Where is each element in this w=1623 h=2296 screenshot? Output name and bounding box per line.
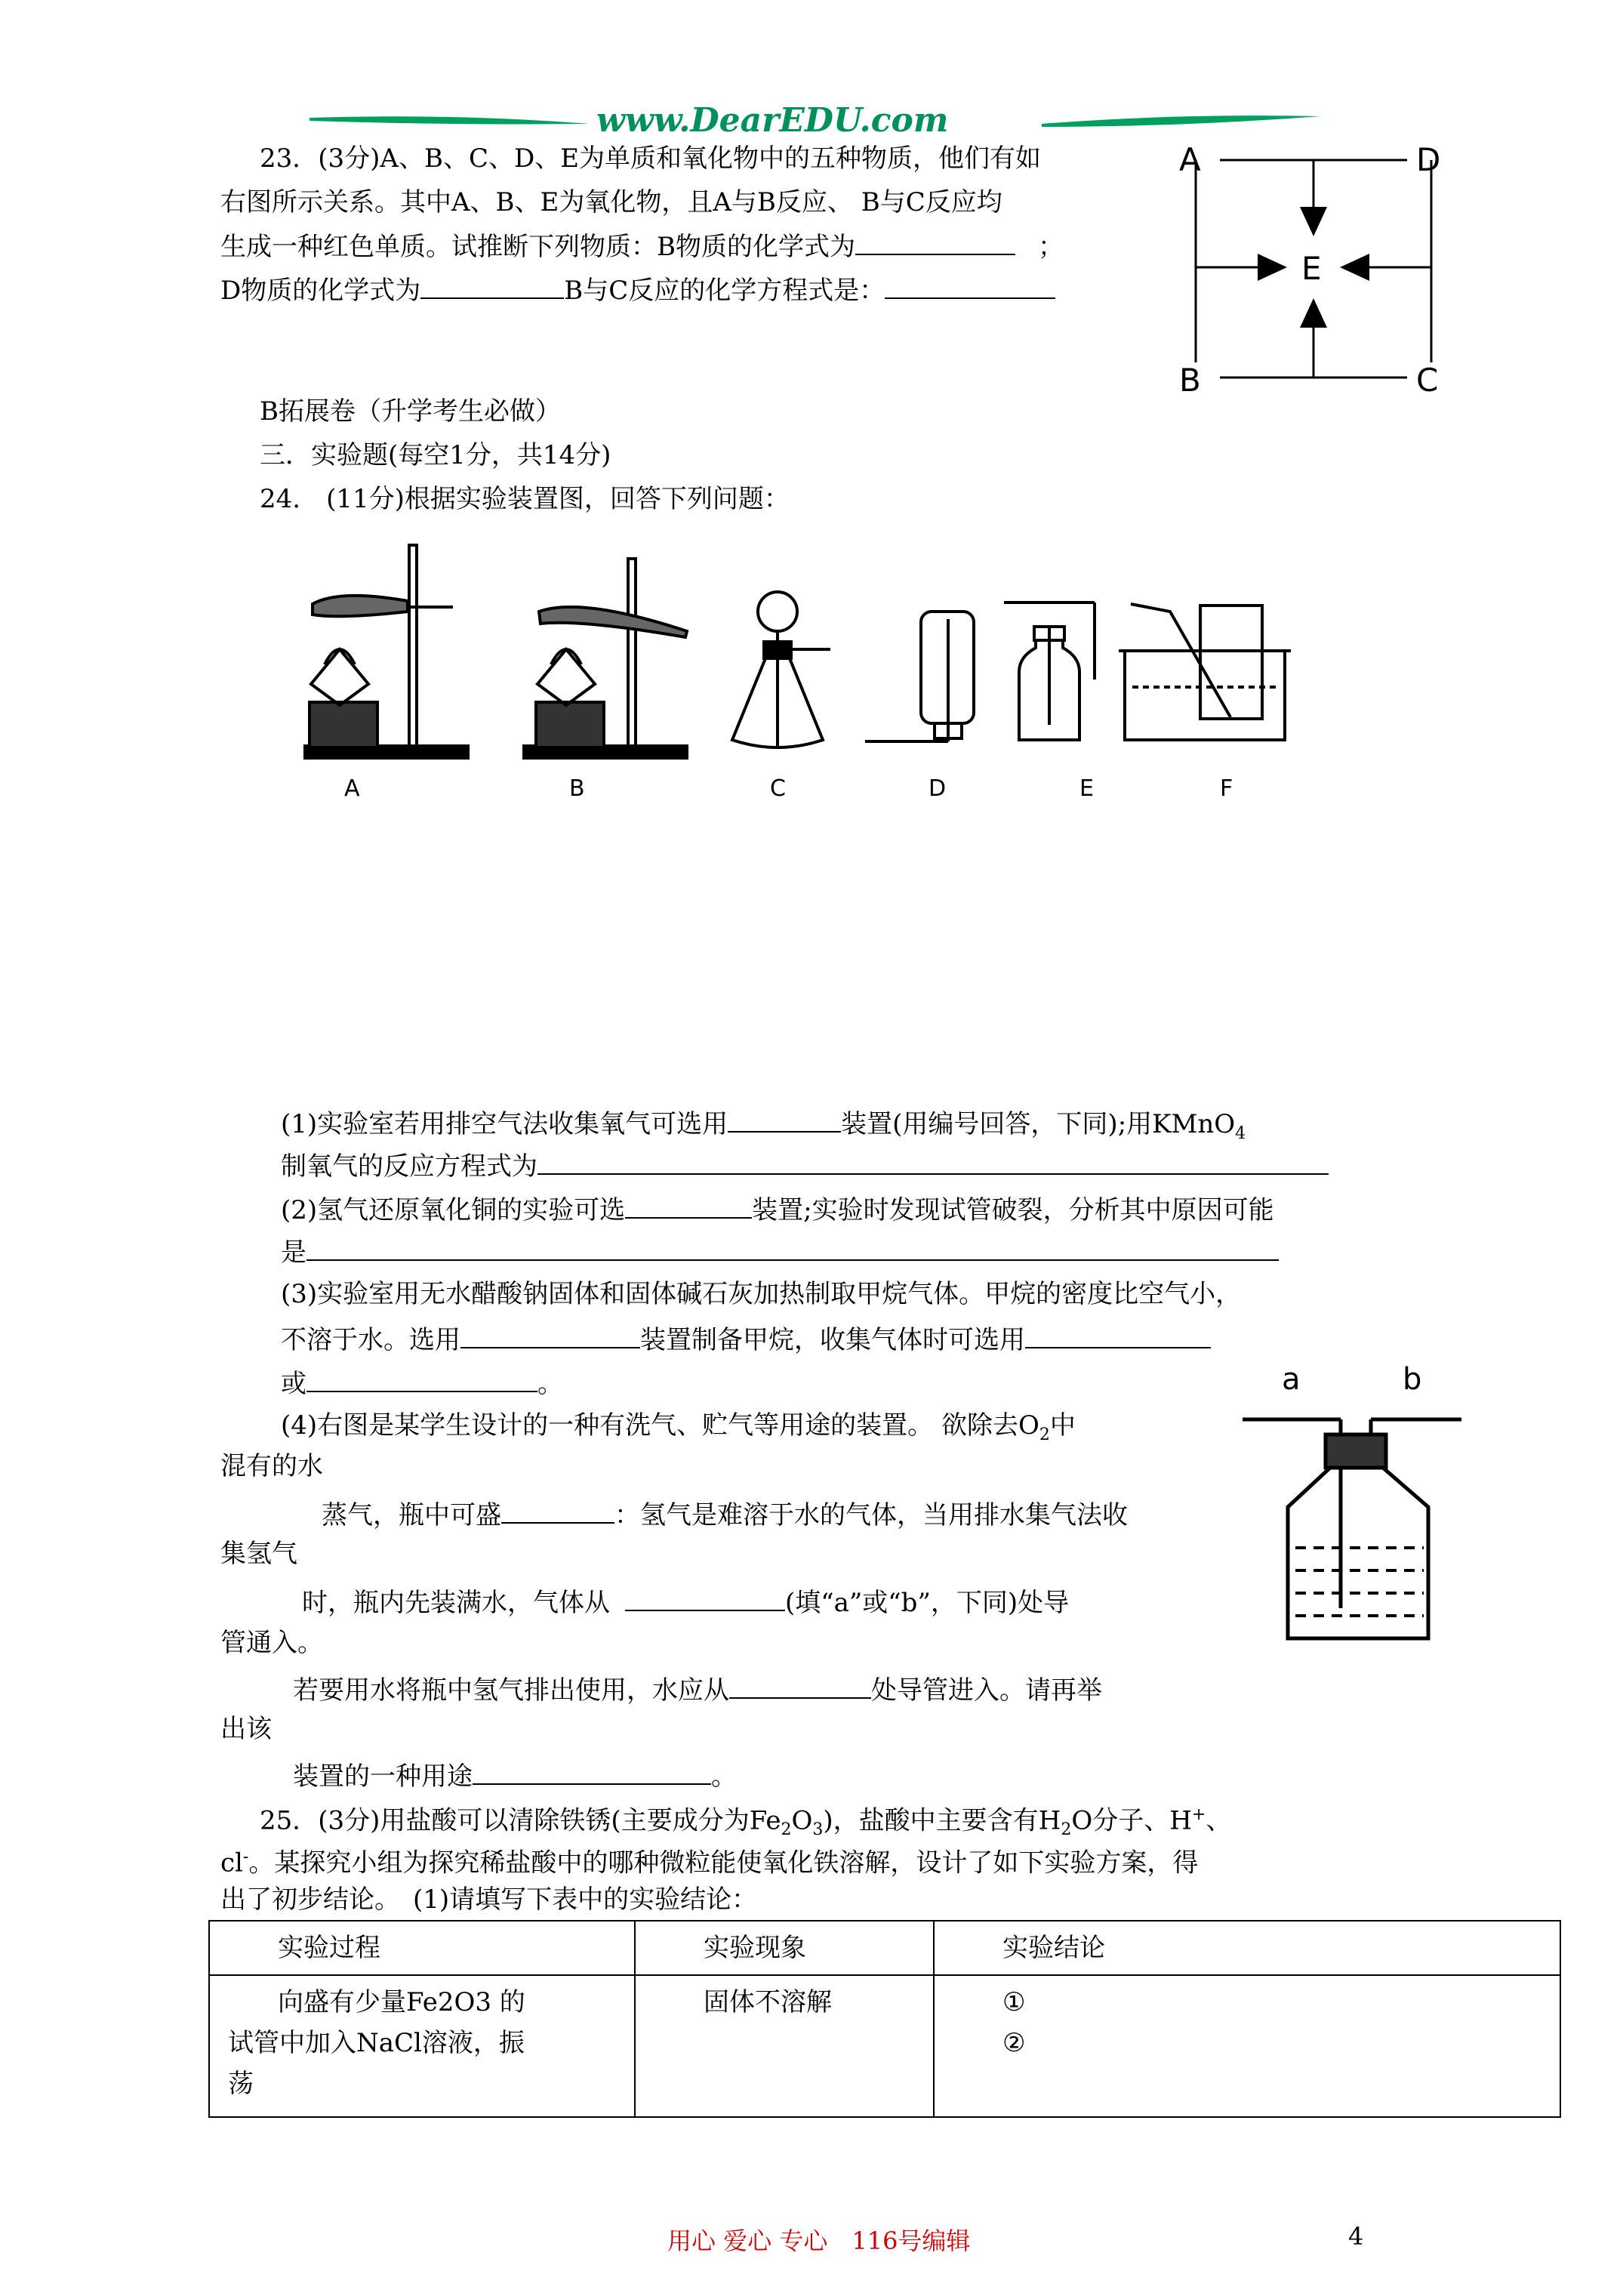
node-a: A [1179,141,1201,178]
q24-p3-line2: 不溶于水。选用 装置制备甲烷，收集气体时可选用 [281,1323,1211,1355]
q24-p3-line3: 或 。 [281,1367,563,1399]
answer-blank-3c[interactable] [306,1367,537,1392]
q24-p4-line6: 管通入。 [220,1628,323,1658]
apparatus-label-b: B [569,775,585,802]
q24-p4-line8: 出该 [220,1714,272,1744]
answer-blank-4d[interactable] [473,1759,711,1785]
node-d: D [1416,141,1441,178]
answer-blank-4c[interactable] [729,1673,871,1699]
answer-blank-1b[interactable] [537,1149,1329,1175]
q24-p4-line1: (4)右图是某学生设计的一种有洗气、贮气等用途的装置。 欲除去$O_2$中 [281,1410,1076,1444]
relation-diagram [1163,128,1457,400]
q24-p4-line9: 装置的一种用途 。 [293,1759,737,1792]
wash-bottle-figure [1235,1359,1492,1653]
q25-line3: 出了初步结论。 (1)请填写下表中的实验结论： [220,1885,758,1915]
q24-p2-line1: (2)氢气还原氧化铜的实验可选 装置;实验时发现试管破裂，分析其中原因可能 [281,1193,1274,1225]
apparatus-label-c: C [770,775,786,802]
section-b-heading: B拓展卷（升学考生必做） [260,396,561,427]
q24-p4-line7: 若要用水将瓶中氢气排出使用，水应从 处导管进入。请再举 [293,1673,1102,1706]
q24-p2-line2: 是 [281,1235,1279,1268]
answer-blank-3b[interactable] [1025,1323,1211,1348]
experiment-table [208,1920,1561,2118]
q24-p4-line2: 混有的水 [220,1451,323,1481]
page-number: 4 [1348,2222,1364,2251]
header-conclusion: 实验结论 [934,1921,1560,1975]
apparatus-label-f: F [1220,775,1233,802]
q24-p4-line3: 蒸气，瓶中可盛 ：氢气是难溶于水的气体，当用排水集气法收 [322,1498,1128,1530]
table-row [209,1975,1560,2117]
footer-text: 用心 爱心 专心 116号编辑 [667,2227,971,2255]
answer-blank-3a[interactable] [460,1323,640,1348]
answer-blank-bc-equation[interactable] [885,273,1055,299]
tube-label-b: b [1403,1362,1422,1397]
node-c: C [1416,362,1439,399]
answer-blank-b-formula[interactable] [855,230,1015,255]
header-phenomenon: 实验现象 [635,1921,934,1975]
q23-line4: D物质的化学式为 B与C反应的化学方程式是： [220,273,1055,306]
answer-blank-4a[interactable] [501,1498,614,1524]
q24-intro: 24. (11分)根据实验装置图，回答下列问题： [260,484,790,514]
site-logo: www.DearEDU.com [596,101,949,140]
answer-blank-2a[interactable] [625,1193,752,1219]
table-header-row [209,1921,1560,1975]
node-e: E [1301,250,1322,287]
q24-p4-line5: 时，瓶内先装满水，气体从 (填“a”或“b”，下同)处导 [302,1586,1069,1618]
q24-p1-line2: 制氧气的反应方程式为 [281,1149,1329,1182]
apparatus-label-e: E [1079,775,1094,802]
q24-p1-line1: (1)实验室若用排空气法收集氧气可选用 装置(用编号回答，下同);用KMnO$_4$ [281,1107,1246,1149]
section-3-heading: 三．实验题(每空1分，共14分) [260,440,611,470]
q23-line2: 右图所示关系。其中A、B、E为氧化物，且A与B反应、 B与C反应均 [220,187,1002,217]
q25-line2: cl-。某探究小组为探究稀盐酸中的哪种微粒能使氧化铁溶解，设计了如下实验方案，得 [220,1848,1199,1878]
header-process: 实验过程 [209,1921,635,1975]
node-b: B [1179,362,1201,399]
cell-conclusion[interactable]: ① ② [934,1975,1560,2117]
cell-phenomenon: 固体不溶解 [635,1975,934,2117]
apparatus-figure [294,536,1366,815]
q24-p3-line1: (3)实验室用无水醋酸钠固体和固体碱石灰加热制取甲烷气体。甲烷的密度比空气小， [281,1279,1242,1309]
apparatus-label-d: D [929,775,947,802]
tube-label-a: a [1282,1362,1301,1397]
cell-process: 向盛有少量Fe2O3 的 试管中加入NaCl溶液，振 荡 [209,1975,635,2117]
q23-line3: 生成一种红色单质。试推断下列物质：B物质的化学式为 ； [220,230,1064,262]
answer-blank-1a[interactable] [728,1107,841,1133]
q23-line1: 23．(3分)A、B、C、D、E为单质和氧化物中的五种物质，他们有如 [260,143,1042,174]
q25-line1: 25．(3分)用盐酸可以清除铁锈(主要成分为$Fe_2O_3$)，盐酸中主要含有$H_2O$分子、H+、 [260,1805,1232,1840]
apparatus-label-a: A [344,775,360,802]
q24-p4-line4: 集氢气 [220,1539,297,1569]
answer-blank-2b[interactable] [306,1235,1279,1261]
answer-blank-d-formula[interactable] [420,273,564,299]
answer-blank-4b[interactable] [625,1586,785,1611]
